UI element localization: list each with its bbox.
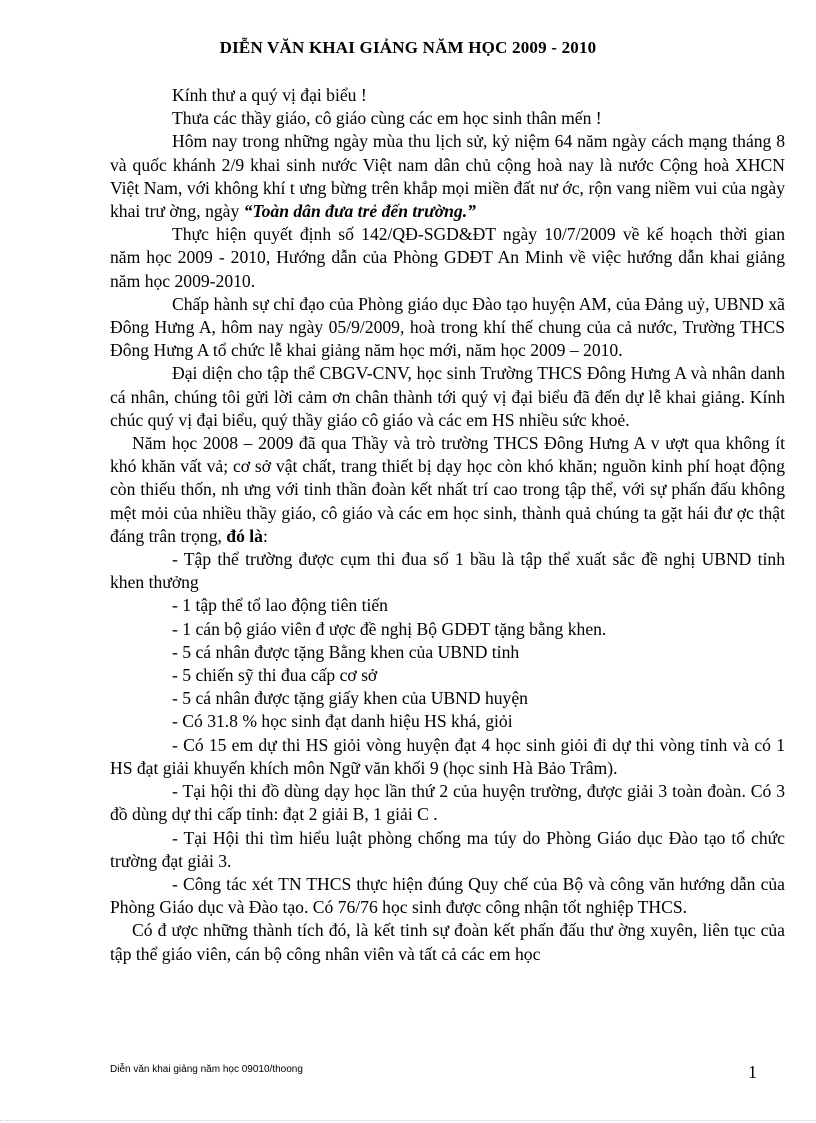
paragraph-opening-slogan: “Toàn dân đưa trẻ đến trường.” [243, 201, 476, 222]
paragraph-direction: Chấp hành sự chỉ đạo của Phòng giáo dục Đào tạo huyện AM, của Đảng uỷ, UBND xã Đông Hưng A, hôm nay ngày 05/9/2009, hoà trong khí thế chung của cả nước, Trường THCS Đông Hưng A tổ chức lễ khai giảng năm học mới, năm học 2009 – 2010. [110, 293, 785, 361]
page-bottom-divider [0, 1120, 816, 1121]
achievement-item: - Tập thể trường được cụm thi đua số 1 bầu là tập thể xuất sắc đề nghị UBND tỉnh khen thưởng [110, 549, 785, 593]
document-body [110, 84, 785, 966]
achievement-item: - Công tác xét TN THCS thực hiện đúng Quy chế của Bộ và công văn hướng dẫn của Phòng Giáo dục và Đào tạo. Có 76/76 học sinh được công nhận tốt nghiệp THCS. [110, 873, 785, 918]
achievement-item: - Có 31.8 % học sinh đạt danh hiệu HS khá, giỏi [172, 711, 513, 732]
paragraph-closing: Có đ ược những thành tích đó, là kết tinh sự đoàn kết phấn đấu thư ờng xuyên, liên tục của tập thể giáo viên, cán bộ công nhân viên và tất cả các em học [110, 920, 785, 964]
paragraph-review [110, 432, 785, 548]
achievement-item: - Tại Hội thi tìm hiểu luật phòng chống ma túy do Phòng Giáo dục Đào tạo tổ chức trường đạt giải 3. [110, 827, 785, 871]
greeting-2: Thưa các thầy giáo, cô giáo cùng các em học sinh thân mến ! [172, 108, 602, 129]
achievement-item: - Tại hội thi đồ dùng dạy học lần thứ 2 của huyện trường, được giải 3 toàn đoàn. Có 3 đồ dùng dự thi cấp tỉnh: đạt 2 giải B, 1 giải C . [110, 781, 785, 825]
achievement-item: - Có 15 em dự thi HS giỏi vòng huyện đạt 4 học sinh giỏi đi dự thi vòng tỉnh và có 1 HS đạt giải khuyến khích môn Ngữ văn khối 9 (học sinh Hà Bảo Trâm). [110, 734, 785, 778]
greeting-1: Kính thư a quý vị đại biểu ! [172, 85, 367, 105]
paragraph-thanks: Đại diện cho tập thể CBGV-CNV, học sinh Trường THCS Đông Hưng A và nhân danh cá nhân, chúng tôi gửi lời cảm ơn chân thành tới quý vị đại biểu đã đến dự lễ khai giảng. Kính chúc quý vị đại biểu, quý thầy giáo cô giáo và các em HS nhiều sức khoẻ. [110, 363, 785, 430]
achievement-item: - 1 cán bộ giáo viên đ ược đề nghị Bộ GDĐT tặng bằng khen. [172, 618, 607, 639]
page-number: 1 [748, 1062, 757, 1082]
achievement-item: - 1 tập thể tổ lao động tiên tiến [172, 595, 388, 616]
paragraph-decision: Thực hiện quyết định số 142/QĐ-SGD&ĐT ngày 10/7/2009 về kế hoạch thời gian năm học 2009 - 2010, Hướng dẫn của Phòng GDĐT An Minh về việc hướng dẫn khai giảng năm học 2009-2010. [110, 224, 785, 291]
paragraph-opening-text: Hôm nay trong những ngày mùa thu lịch sử, kỷ niệm 64 năm ngày cách mạng tháng 8 và quốc khánh 2/9 khai sinh nước Việt nam dân chủ cộng hoà nay là nước Cộng hoà XHCN Việt Nam, với không khí t ưng bừng trên khắp mọi miền đất nư ớc, rộn vang niềm vui của ngày khai trư ờng, ngày [110, 131, 785, 222]
paragraph-opening [110, 130, 785, 223]
achievement-item: - 5 chiến sỹ thi đua cấp cơ sở [172, 665, 378, 686]
achievement-item: - 5 cá nhân được tặng Bằng khen của UBND tỉnh [172, 641, 520, 662]
paragraph-review-text: Năm học 2008 – 2009 đã qua Thầy và trò trường THCS Đông Hưng A v ượt qua không ít khó khăn vất vả; cơ sở vật chất, trang thiết bị dạy học còn khó khăn; nguồn kinh phí hoạt động còn thiếu thốn, nh ưng với tinh thần đoàn kết nhất trí cao trong tập thể, với sự phấn đấu không mệt mỏi của nhiều thầy giáo, cô giáo và các em học sinh, thành quả chúng ta gặt hái đư ợc thật đáng trân trọng, [110, 433, 785, 546]
paragraph-review-bold: đó là [226, 525, 263, 546]
paragraph-review-colon: : [262, 525, 268, 546]
achievement-item: - 5 cá nhân được tặng giấy khen của UBND huyện [172, 688, 528, 709]
footer-filename: Diễn văn khai giảng năm học 09010/thoong [110, 1064, 303, 1075]
document-title: DIỄN VĂN KHAI GIẢNG NĂM HỌC 2009 - 2010 [219, 38, 597, 57]
